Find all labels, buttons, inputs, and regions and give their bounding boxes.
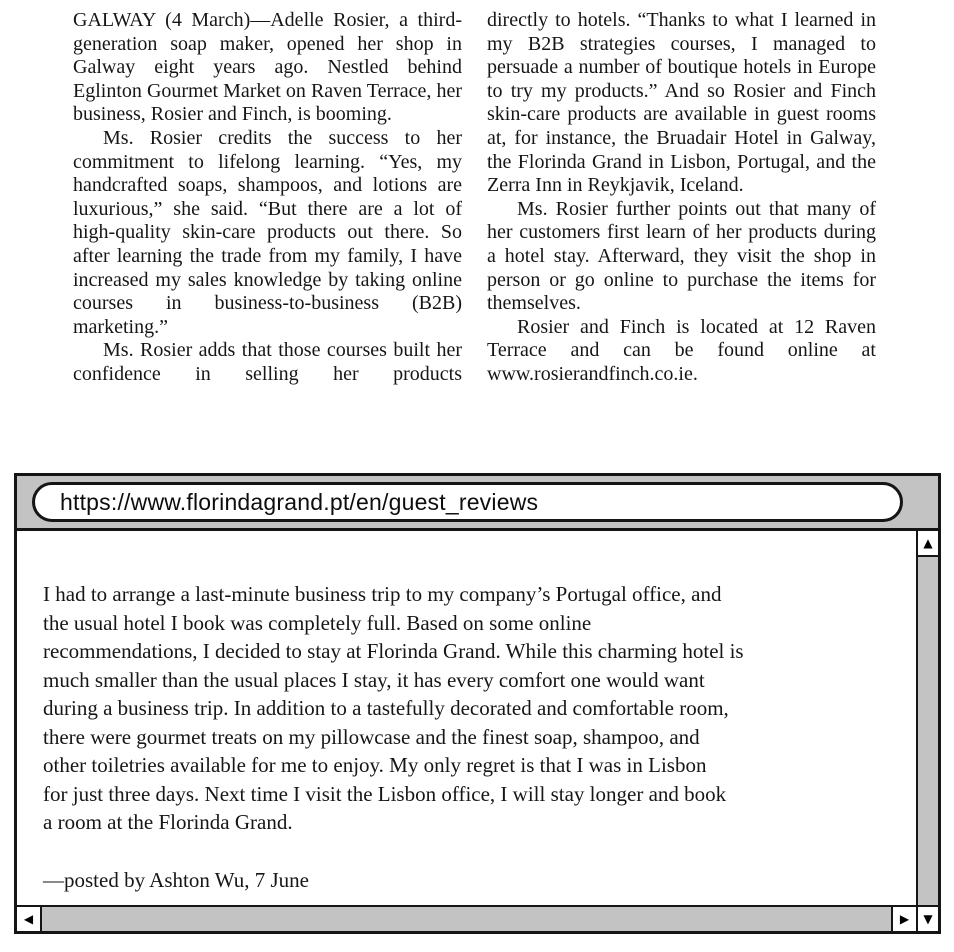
article-paragraph: Ms. Rosier credits the success to her commitment to lifelong learning. “Yes, my handcrafted soaps, shampoos, and lotions are luxurious,” she said. “But there are a lot of high-quality skin-care products out there. So after learning the trade from my family, I have increased my sales knowledge by taking online courses in business-to-business (B2B) marketing.” xyxy=(73,126,462,338)
article-paragraph: GALWAY (4 March)—Adelle Rosier, a third-generation soap maker, opened her shop in Galway eight years ago. Nestled behind Eglinton Gourmet Market on Raven Terrace, her business, Rosier and Finch, is booming. xyxy=(73,9,462,126)
review-line: I had to arrange a last-minute business trip to my company’s Portugal office, and xyxy=(43,582,722,606)
vertical-scrollbar-track[interactable] xyxy=(918,557,938,905)
article-paragraph: directly to hotels. “Thanks to what I learned in my B2B strategies courses, I managed to persuade a number of boutique hotels in Europe to try my products.” And so Rosier and Finch skin-care products are available in guest rooms at, for instance, the Bruadair Hotel in Galway, the Florinda Grand in Lisbon, Portugal, and the Zerra Inn in Reykjavik, Iceland. xyxy=(487,9,876,197)
browser-bottom-bar xyxy=(17,905,938,931)
browser-window xyxy=(14,473,941,934)
article-paragraph: Ms. Rosier adds that those courses built her confidence in selling her products xyxy=(73,339,462,385)
scroll-left-button[interactable] xyxy=(17,907,42,931)
article-column-right xyxy=(487,9,876,387)
review-line: there were gourmet treats on my pillowcase and the finest soap, shampoo, and xyxy=(43,724,700,749)
scroll-down-button[interactable] xyxy=(916,907,938,931)
review-line: other toiletries available for me to enjoy. My only regret is that I was in Lisbon xyxy=(43,753,707,777)
article-column-left xyxy=(73,9,462,387)
right-arrow-icon: ▶ xyxy=(899,912,910,926)
browser-body xyxy=(17,531,938,905)
vertical-scrollbar[interactable] xyxy=(916,531,938,905)
scroll-right-button[interactable] xyxy=(891,907,916,931)
review-line: during a business trip. In addition to a tastefully decorated and comfortable room, xyxy=(43,696,729,720)
review-line: the usual hotel I book was completely full. Based on some online xyxy=(43,610,592,635)
browser-content xyxy=(17,531,916,905)
review-line: recommendations, I decided to stay at Florinda Grand. While this charming hotel is xyxy=(43,639,744,663)
review-line: for just three days. Next time I visit the Lisbon office, I will stay longer and book xyxy=(43,781,727,806)
guest-review xyxy=(43,580,898,894)
left-arrow-icon: ◀ xyxy=(23,912,34,926)
article-paragraph: Rosier and Finch is located at 12 Raven Terrace and can be found online at www.rosierandfinch.co.ie. xyxy=(487,315,876,385)
article-paragraph: Ms. Rosier further points out that many of her customers first learn of her products during a hotel stay. Afterward, they visit the shop in person or go online to purchase the items for themselves. xyxy=(487,197,876,315)
news-article xyxy=(73,9,876,387)
horizontal-scrollbar[interactable] xyxy=(17,907,916,931)
review-line: a room at the Florinda Grand. xyxy=(43,810,293,834)
review-byline: —posted by Ashton Wu, 7 June xyxy=(43,867,309,892)
url-text: https://www.florindagrand.pt/en/guest_reviews xyxy=(60,488,539,515)
url-bar[interactable] xyxy=(32,482,903,522)
browser-titlebar xyxy=(17,476,938,531)
down-arrow-icon: ▼ xyxy=(923,912,933,926)
horizontal-scrollbar-track[interactable] xyxy=(42,907,891,931)
up-arrow-icon: ▲ xyxy=(923,536,933,550)
scroll-up-button[interactable] xyxy=(918,531,938,557)
review-line: much smaller than the usual places I stay, it has every comfort one would want xyxy=(43,667,705,692)
